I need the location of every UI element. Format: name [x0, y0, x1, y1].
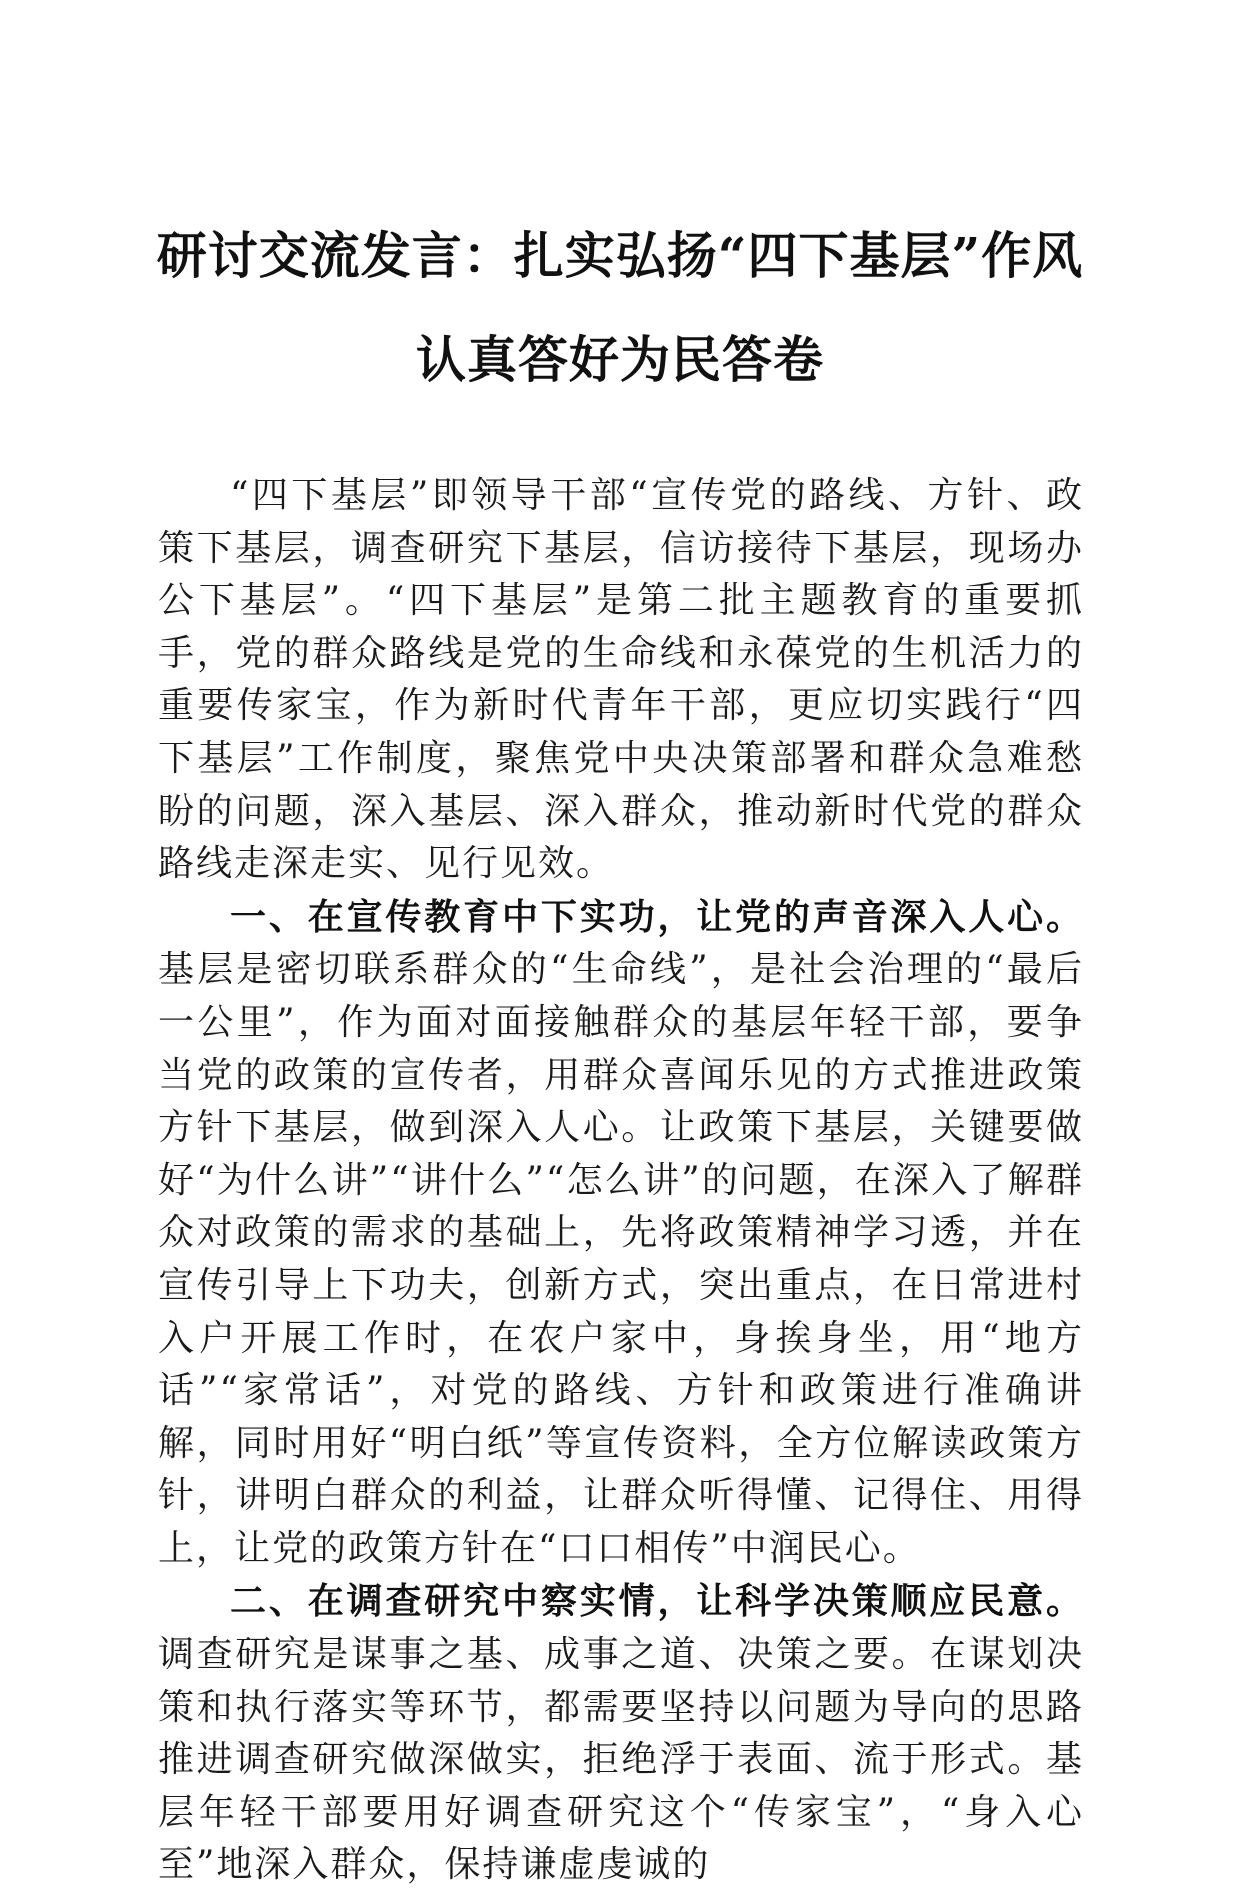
document-body	[158, 470, 1084, 1892]
document-title-line-1: 研讨交流发言：扎实弘扬“四下基层”作风	[156, 226, 1084, 285]
document-title-line-2: 认真答好为民答卷	[416, 330, 824, 389]
section-heading-1: 一、在宣传教育中下实功，让党的声音深入人心。	[230, 895, 1084, 938]
section-heading-2: 二、在调查研究中察实情，让科学决策顺应民意。	[230, 1580, 1084, 1623]
paragraph-section-2	[158, 1575, 1084, 1892]
paragraph-text: “四下基层”即领导干部“宣传党的路线、方针、政策下基层，调查研究下基层，信访接待下基层，现场办公下基层”。“四下基层”是第二批主题教育的重要抓手，党的群众路线是党的生命线和永葆党的生机活力的重要传家宝，作为新时代青年干部，更应切实践行“四下基层”工作制度，聚焦党中央决策部署和群众急难愁盼的问题，深入基层、深入群众，推动新时代党的群众路线走深走实、见行见效。	[158, 475, 1084, 885]
paragraph-intro	[158, 470, 1084, 891]
paragraph-text: 调查研究是谋事之基、成事之道、决策之要。在谋划决策和执行落实等环节，都需要坚持以问题为导向的思路推进调查研究做深做实，拒绝浮于表面、流于形式。基层年轻干部要用好调查研究这个“传家宝”，“身入心至”地深入群众，保持谦虚虔诚的	[158, 1634, 1084, 1886]
paragraph-section-1	[158, 891, 1084, 1576]
paragraph-text: 基层是密切联系群众的“生命线”，是社会治理的“最后一公里”，作为面对面接触群众的基层年轻干部，要争当党的政策的宣传者，用群众喜闻乐见的方式推进政策方针下基层，做到深入人心。让政策下基层，关键要做好“为什么讲”“讲什么”“怎么讲”的问题，在深入了解群众对政策的需求的基础上，先将政策精神学习透，并在宣传引导上下功夫，创新方式，突出重点，在日常进村入户开展工作时，在农户家中，身挨身坐，用“地方话”“家常话”，对党的路线、方针和政策进行准确讲解，同时用好“明白纸”等宣传资料，全方位解读政策方针，讲明白群众的利益，让群众听得懂、记得住、用得上，让党的政策方针在“口口相传”中润民心。	[158, 949, 1084, 1569]
